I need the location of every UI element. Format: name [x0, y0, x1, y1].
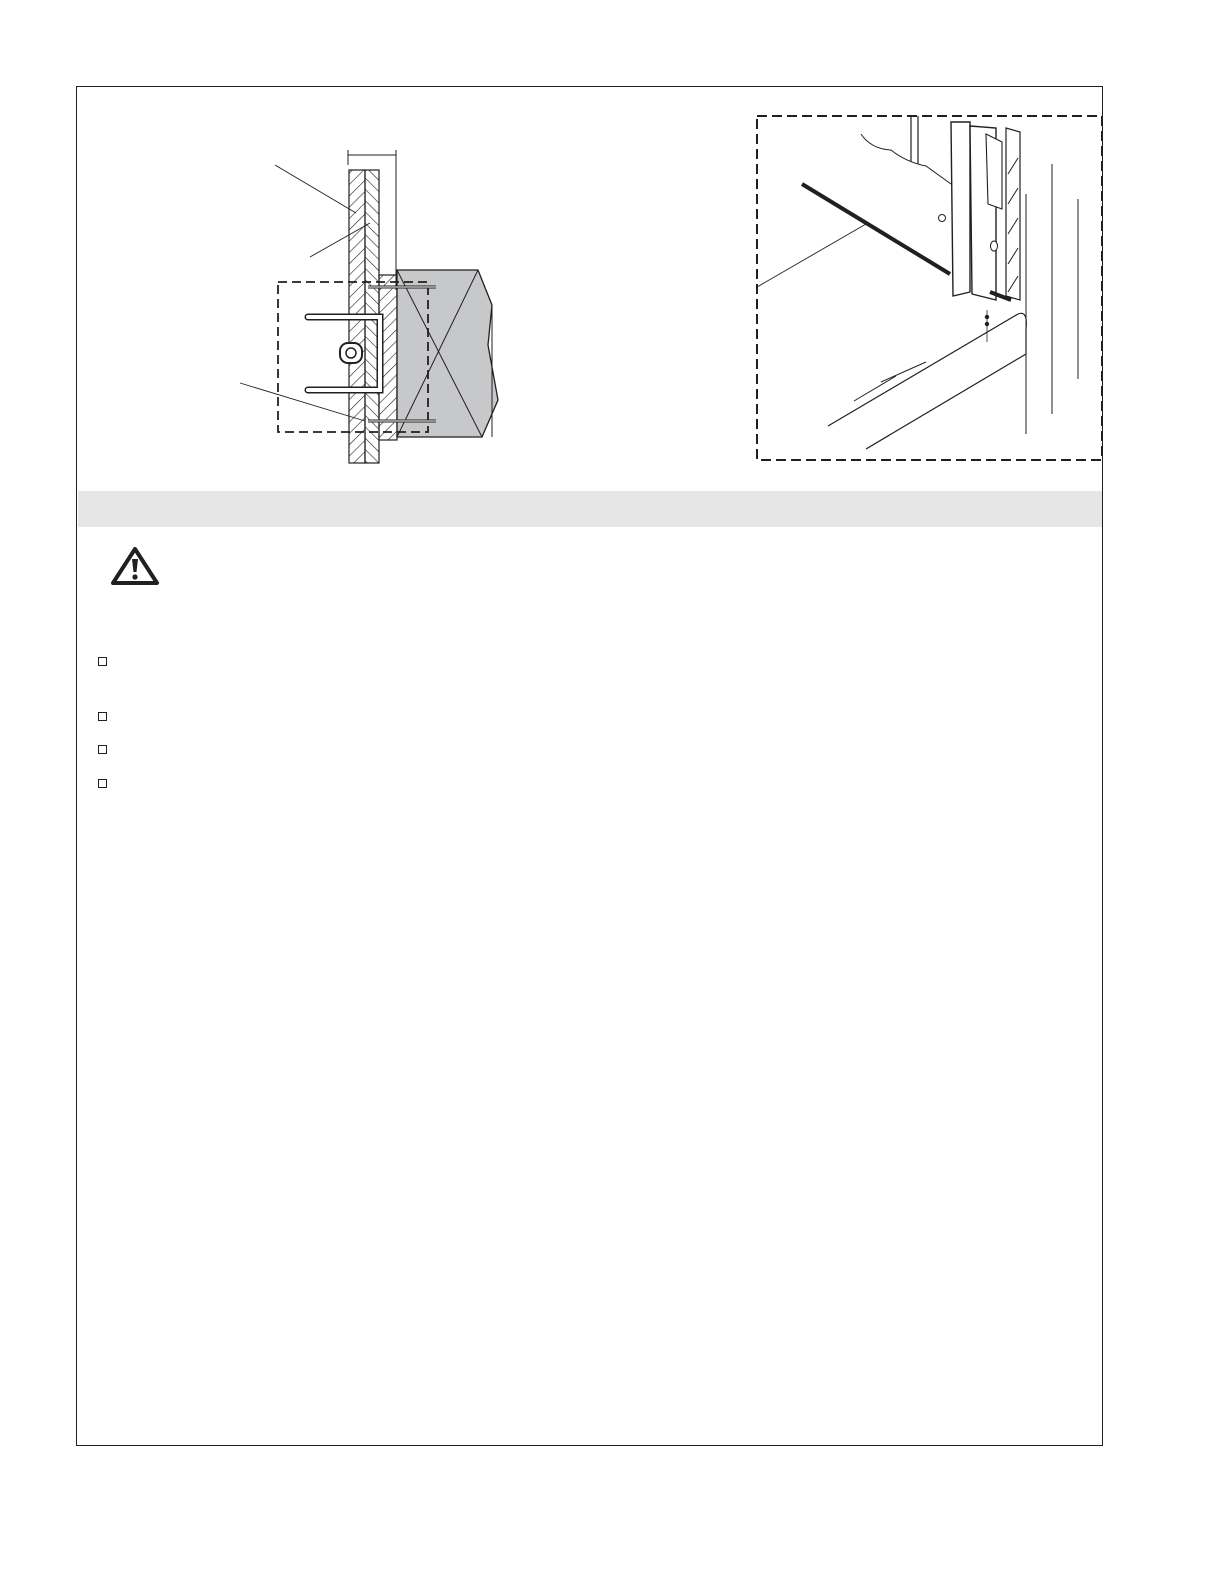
- section-header-band: [78, 491, 1102, 527]
- corner-installation-figure: [756, 114, 1103, 462]
- checkbox-bullet: [98, 657, 107, 666]
- checkbox-bullet: [98, 779, 107, 788]
- checkbox-bullet: [98, 712, 107, 721]
- warning-triangle-icon: [110, 546, 160, 586]
- checkbox-bullet: [98, 745, 107, 754]
- wall-section-figure: [230, 145, 530, 470]
